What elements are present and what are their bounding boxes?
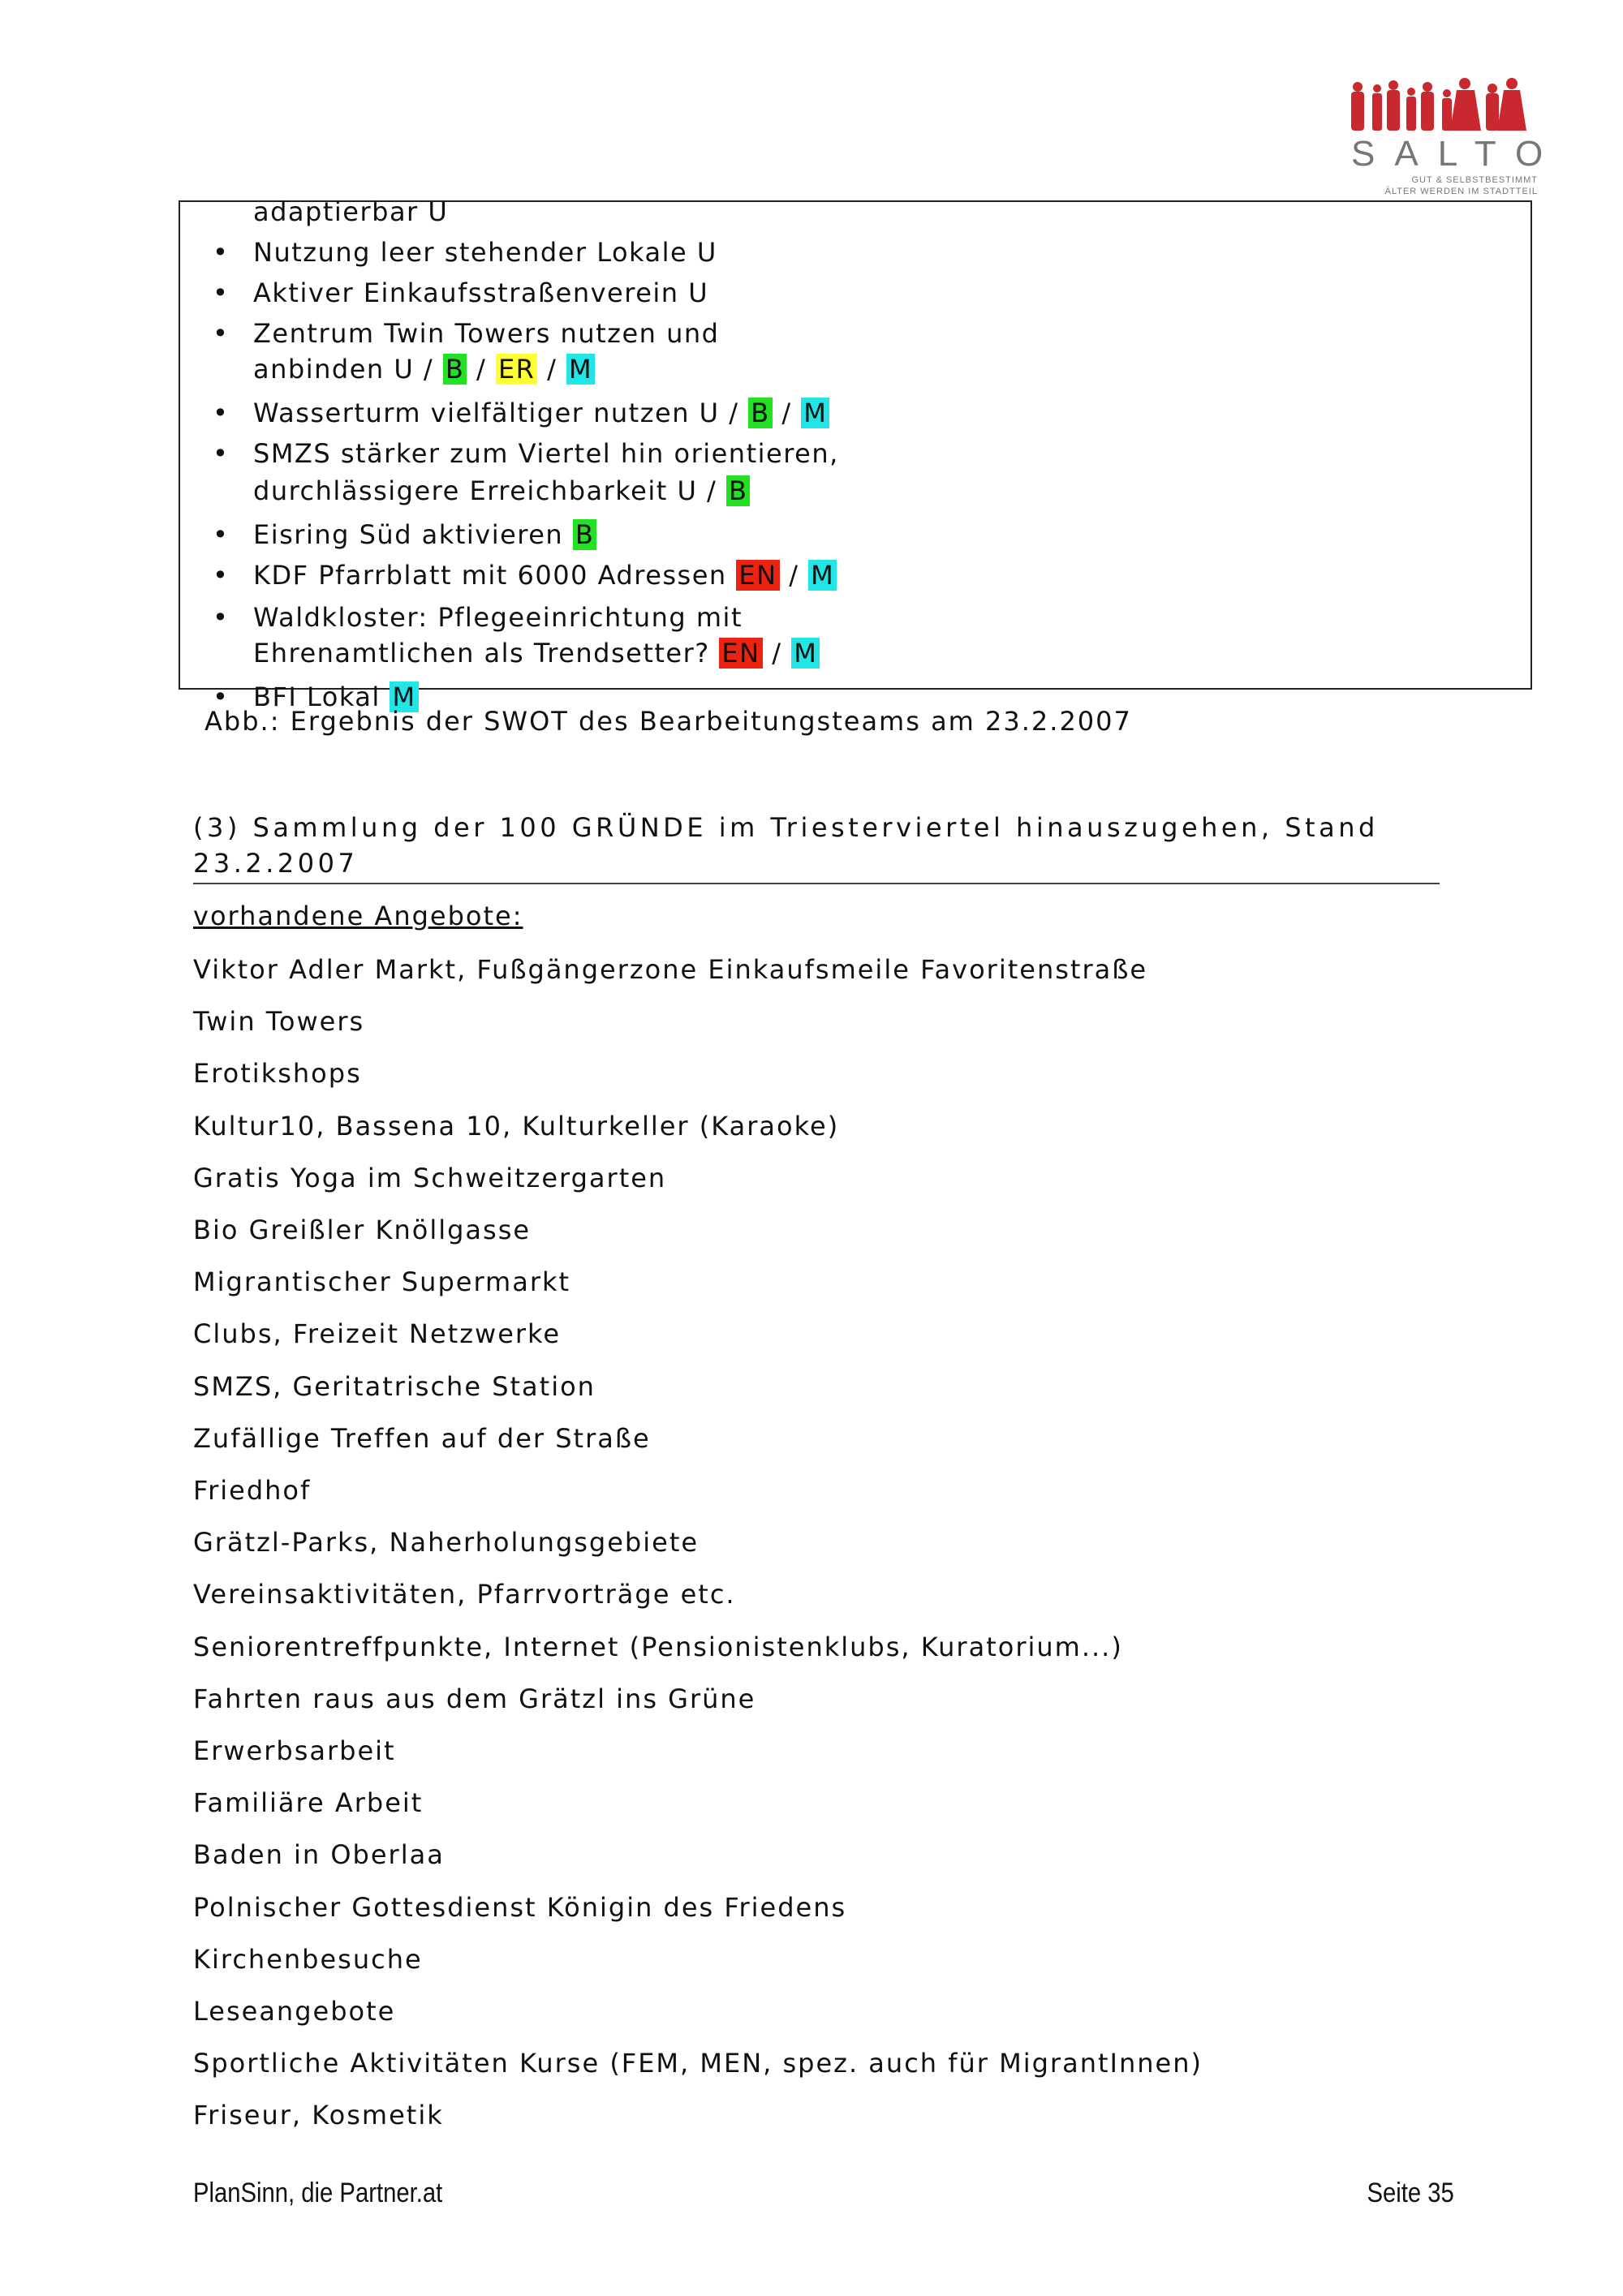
list-item: Kirchenbesuche	[193, 1944, 423, 1975]
swot-line: Ehrenamtlichen als Trendsetter? EN / M	[253, 637, 820, 669]
swot-line-text: Aktiver Einkaufsstraßenverein U	[253, 277, 709, 308]
logo-wordmark: SALTO	[1351, 134, 1563, 174]
figure-caption: Abb.: Ergebnis der SWOT des Bearbeitungsteams am 23.2.2007	[204, 706, 1132, 737]
swot-line-text: Zentrum Twin Towers nutzen und	[253, 318, 720, 349]
footer-left: PlanSinn, die Partner.at	[193, 2178, 443, 2208]
list-item: Baden in Oberlaa	[193, 1839, 445, 1870]
swot-line-text: Eisring Süd aktivieren	[253, 519, 564, 550]
bullet-marker: •	[213, 318, 228, 349]
list-item: Sportliche Aktivitäten Kurse (FEM, MEN, spez. auch für MigrantInnen)	[193, 2048, 1203, 2079]
list-item: Friedhof	[193, 1475, 312, 1506]
list-item: Vereinsaktivitäten, Pfarrvorträge etc.	[193, 1579, 736, 1610]
swot-line	[253, 196, 448, 228]
swot-line	[253, 601, 743, 634]
tag-en: EN	[736, 560, 779, 591]
list-item: Grätzl-Parks, Naherholungsgebiete	[193, 1527, 700, 1558]
bullet-marker: •	[213, 277, 228, 308]
list-item: Erotikshops	[193, 1058, 362, 1089]
bullet-marker: •	[213, 237, 228, 268]
list-item: Leseangebote	[193, 1996, 396, 2027]
swot-line-text: SMZS stärker zum Viertel hin orientieren,	[253, 438, 839, 469]
swot-line: Wasserturm vielfältiger nutzen U / B / M	[253, 397, 829, 429]
page-number: Seite 35	[1367, 2178, 1454, 2208]
list-item: Familiäre Arbeit	[193, 1787, 424, 1818]
swot-line	[253, 475, 750, 507]
swot-line-text: KDF Pfarrblatt mit 6000 Adressen	[253, 560, 727, 591]
tag-m: M	[566, 354, 595, 385]
subheading-existing-offers: vorhandene Angebote:	[193, 901, 523, 931]
tag-b: B	[443, 354, 467, 385]
swot-line-text: anbinden U /	[253, 354, 434, 385]
section-heading: (3) Sammlung der 100 GRÜNDE im Triesterviertel hinauszugehen, Stand 23.2.2007	[193, 810, 1440, 884]
list-item: Erwerbsarbeit	[193, 1735, 396, 1766]
list-item: Migrantischer Supermarkt	[193, 1266, 571, 1297]
bullet-marker: •	[213, 519, 228, 550]
swot-result-box	[179, 196, 1532, 712]
list-item: Bio Greißler Knöllgasse	[193, 1215, 532, 1245]
bullet-marker: •	[213, 398, 228, 428]
list-item: SMZS, Geritatrische Station	[193, 1371, 596, 1402]
swot-line: anbinden U / B / ER / M	[253, 353, 595, 385]
swot-line-text: Nutzung leer stehender Lokale U	[253, 237, 717, 268]
list-item: Zufällige Treffen auf der Straße	[193, 1423, 651, 1454]
tag-b: B	[726, 475, 750, 506]
swot-line	[253, 277, 708, 309]
swot-line	[253, 317, 719, 350]
tag-m: M	[808, 560, 837, 591]
tag-en: EN	[719, 638, 762, 669]
swot-line	[253, 518, 596, 551]
list-item: Kultur10, Bassena 10, Kulturkeller (Karaoke)	[193, 1111, 840, 1142]
list-item: Polnischer Gottesdienst Königin des Friedens	[193, 1892, 847, 1923]
list-item: Fahrten raus aus dem Grätzl ins Grüne	[193, 1683, 756, 1714]
bullet-marker: •	[213, 602, 228, 633]
tag-m: M	[791, 638, 820, 669]
list-item: Seniorentreffpunkte, Internet (Pensionistenklubs, Kuratorium...)	[193, 1632, 1123, 1662]
swot-line-text: Ehrenamtlichen als Trendsetter?	[253, 638, 710, 669]
list-item: Friseur, Kosmetik	[193, 2100, 444, 2130]
swot-line: KDF Pfarrblatt mit 6000 Adressen EN / M	[253, 559, 837, 591]
tag-b: B	[573, 519, 596, 550]
tag-b: B	[748, 398, 772, 428]
bullet-marker: •	[213, 681, 228, 712]
swot-line	[253, 437, 839, 470]
tag-m: M	[390, 681, 418, 712]
swot-line-text: Waldkloster: Pflegeeinrichtung mit	[253, 602, 743, 633]
bullet-marker: •	[213, 560, 228, 591]
swot-line-text: durchlässigere Erreichbarkeit U /	[253, 475, 717, 506]
list-item: Viktor Adler Markt, Fußgängerzone Einkaufsmeile Favoritenstraße	[193, 954, 1148, 985]
swot-line-text: Wasserturm vielfältiger nutzen U /	[253, 398, 739, 428]
list-item: Gratis Yoga im Schweitzergarten	[193, 1163, 667, 1193]
swot-line-text: adaptierbar U	[253, 196, 449, 227]
tag-er: ER	[496, 354, 537, 385]
logo-tagline-2: ÄLTER WERDEN IM STADTTEIL	[1384, 187, 1538, 196]
swot-line	[253, 236, 717, 269]
swot-line-text: BFI Lokal	[253, 681, 381, 712]
tag-m: M	[801, 398, 829, 428]
list-item: Clubs, Freizeit Netzwerke	[193, 1318, 562, 1349]
list-item: Twin Towers	[193, 1006, 365, 1037]
bullet-marker: •	[213, 438, 228, 469]
logo-tagline-1: GUT & SELBSTBESTIMMT	[1411, 175, 1538, 185]
